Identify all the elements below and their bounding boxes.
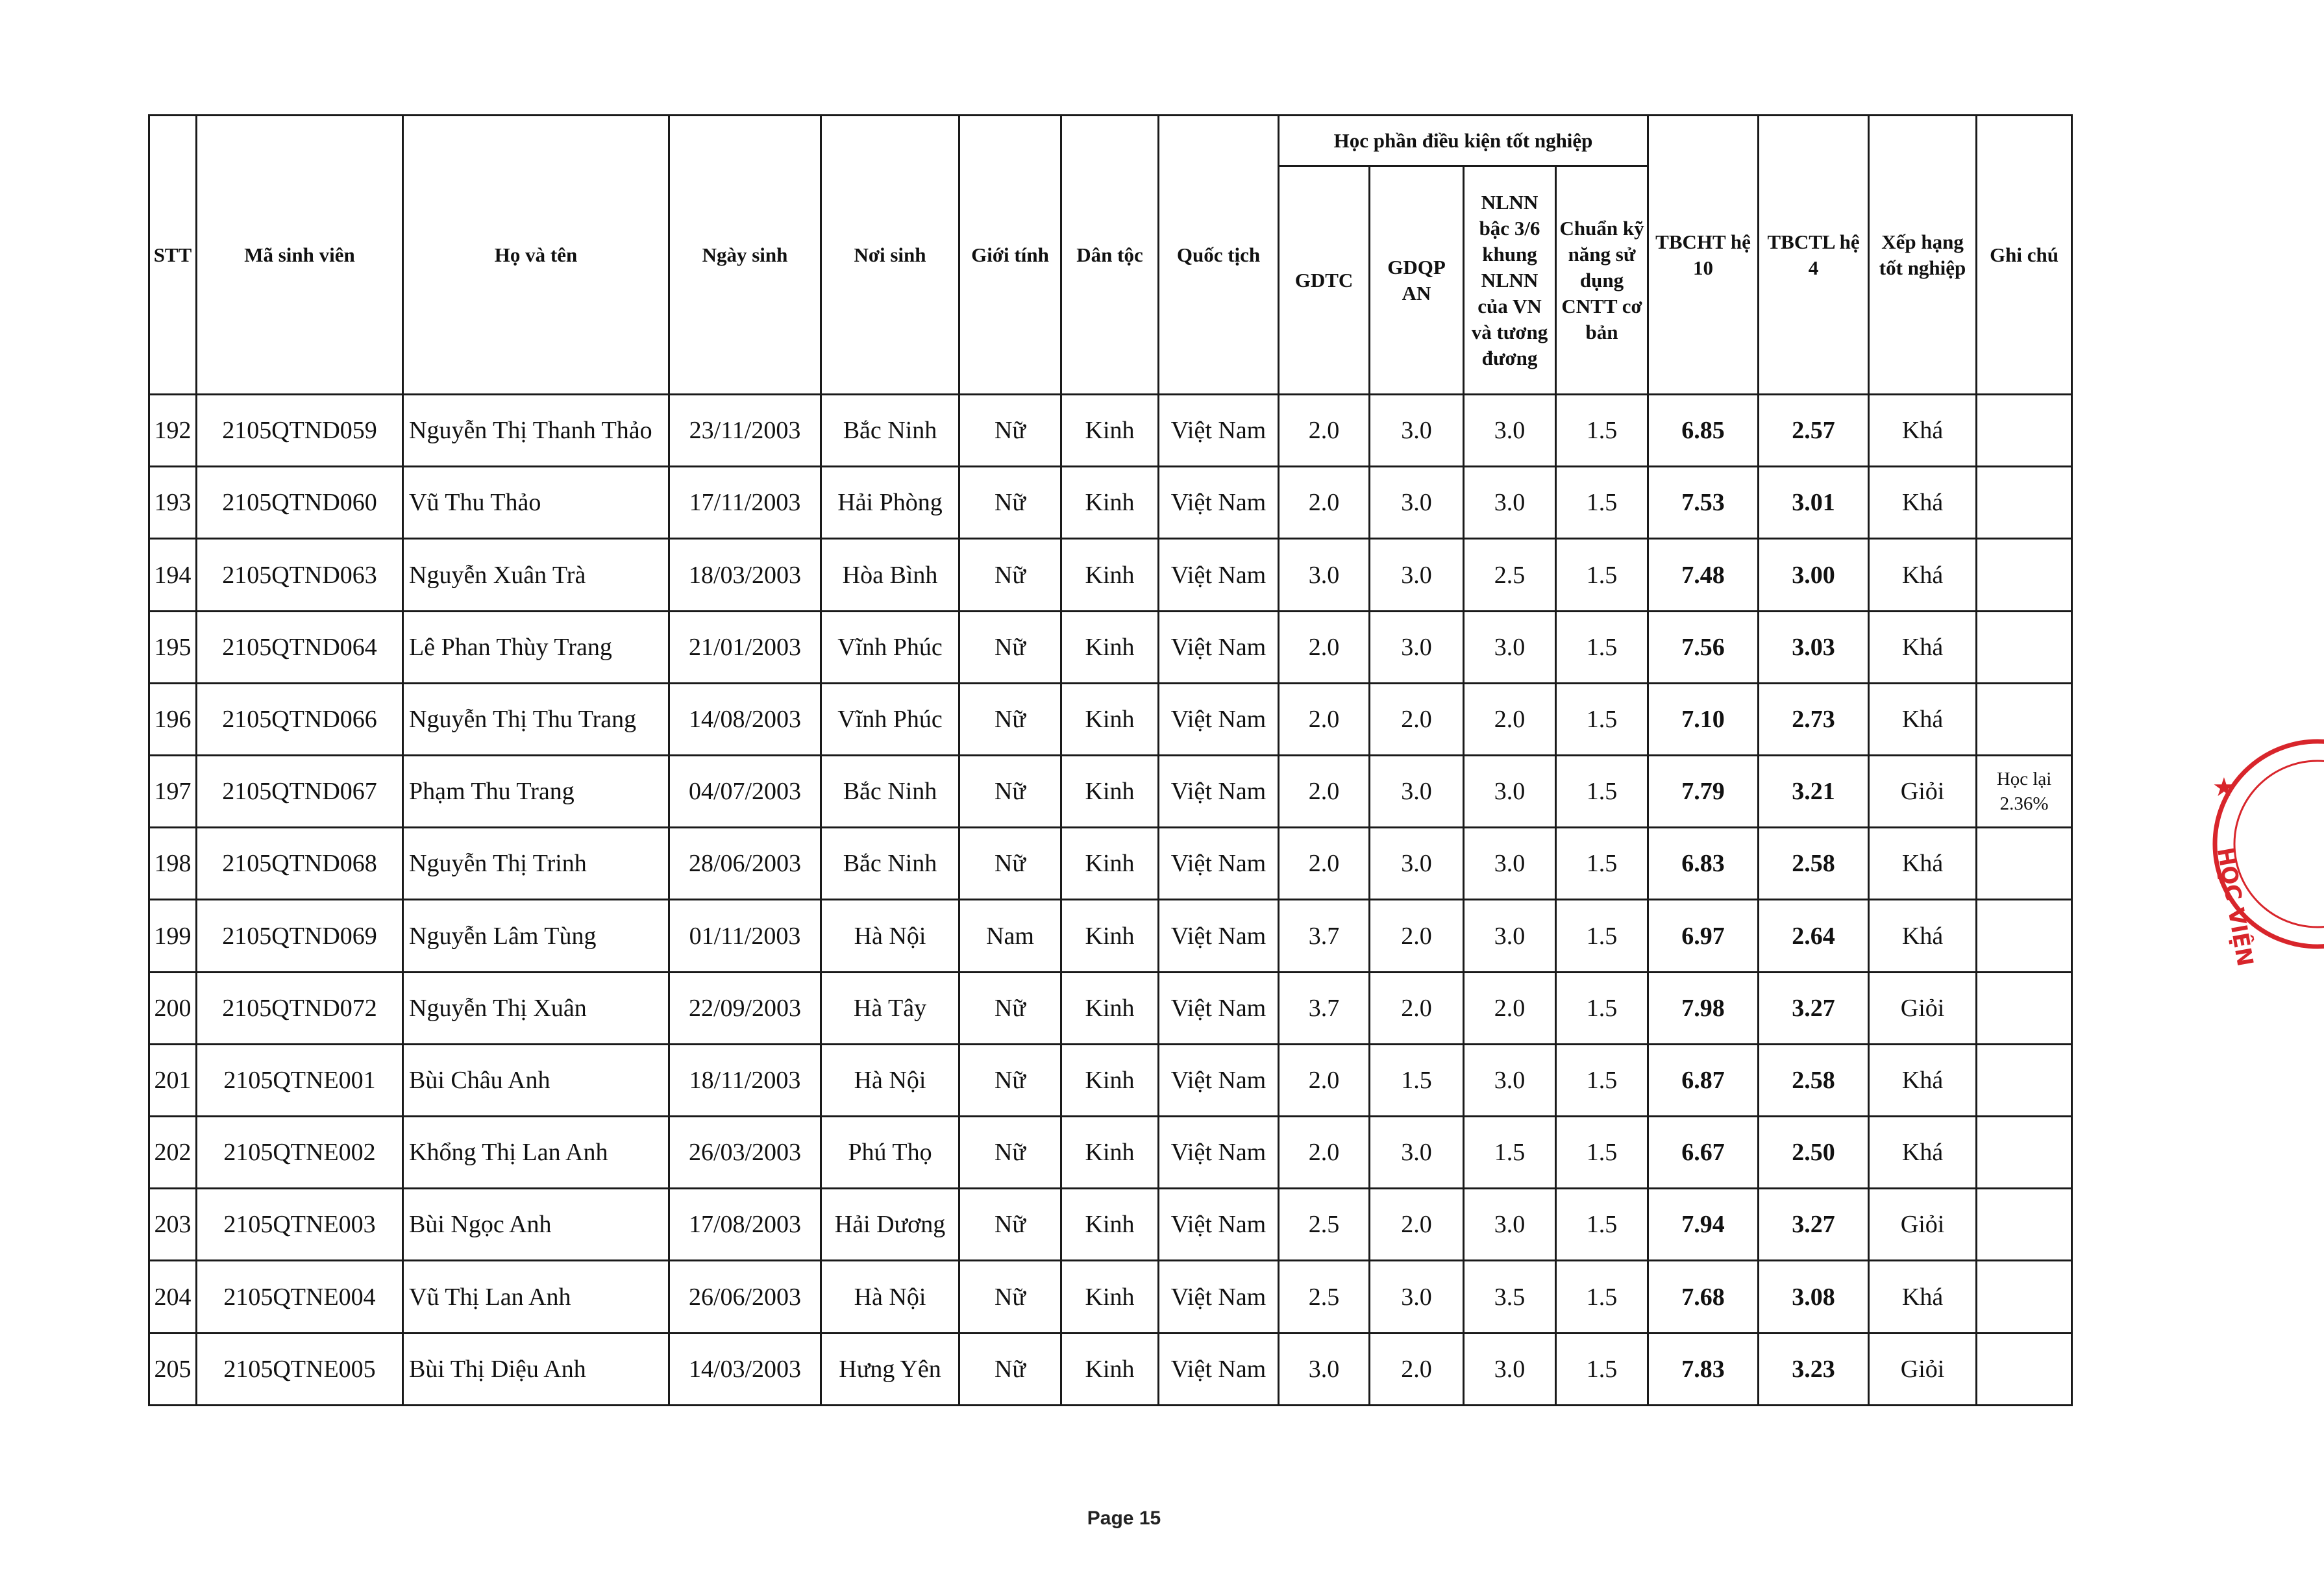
tbctl-cell: 2.58 — [1759, 1044, 1869, 1116]
cntt-cell: 1.5 — [1556, 1117, 1648, 1189]
rank-cell: Giỏi — [1869, 972, 1977, 1044]
dob-cell: 14/08/2003 — [669, 683, 821, 755]
rank-cell: Khá — [1869, 1044, 1977, 1116]
tbcht-cell: 6.83 — [1648, 828, 1759, 900]
tbcht-cell: 6.87 — [1648, 1044, 1759, 1116]
ethnicity-cell: Kinh — [1061, 1333, 1159, 1405]
table-row — [149, 1044, 2072, 1116]
note-cell — [1977, 1044, 2072, 1116]
tbctl-cell: 3.27 — [1759, 972, 1869, 1044]
gdqp-cell: 3.0 — [1370, 467, 1464, 539]
rank-cell: Khá — [1869, 539, 1977, 611]
gdtc-cell: 2.0 — [1279, 467, 1370, 539]
note-cell — [1977, 900, 2072, 972]
gdqp-cell: 3.0 — [1370, 539, 1464, 611]
student-id-cell: 2105QTNE001 — [197, 1044, 403, 1116]
note-cell — [1977, 1117, 2072, 1189]
nationality-cell: Việt Nam — [1159, 1044, 1279, 1116]
dob-cell: 14/03/2003 — [669, 1333, 821, 1405]
tbctl-cell: 3.01 — [1759, 467, 1869, 539]
stt-cell: 193 — [149, 467, 197, 539]
graduation-table — [148, 114, 2073, 1406]
tbctl-cell: 2.73 — [1759, 683, 1869, 755]
ethnicity-cell: Kinh — [1061, 972, 1159, 1044]
rank-cell: Khá — [1869, 683, 1977, 755]
cntt-cell: 1.5 — [1556, 756, 1648, 828]
birthplace-cell: Hà Nội — [821, 900, 959, 972]
table-row — [149, 1333, 2072, 1405]
cntt-cell: 1.5 — [1556, 539, 1648, 611]
name-cell: Bùi Châu Anh — [403, 1044, 669, 1116]
note-cell — [1977, 683, 2072, 755]
student-id-cell: 2105QTND069 — [197, 900, 403, 972]
birthplace-cell: Hải Dương — [821, 1189, 959, 1261]
note-cell — [1977, 539, 2072, 611]
table-row — [149, 467, 2072, 539]
dob-cell: 01/11/2003 — [669, 900, 821, 972]
tbctl-cell: 2.57 — [1759, 395, 1869, 467]
nationality-cell: Việt Nam — [1159, 1189, 1279, 1261]
tbcht-cell: 7.48 — [1648, 539, 1759, 611]
col-student-id: Mã sinh viên — [197, 116, 403, 395]
col-note: Ghi chú — [1977, 116, 2072, 395]
table-body — [149, 395, 2072, 1406]
dob-cell: 26/06/2003 — [669, 1261, 821, 1333]
tbcht-cell: 7.56 — [1648, 611, 1759, 683]
tbcht-cell: 7.94 — [1648, 1189, 1759, 1261]
tbctl-cell: 2.64 — [1759, 900, 1869, 972]
gdqp-cell: 3.0 — [1370, 1261, 1464, 1333]
birthplace-cell: Hà Tây — [821, 972, 959, 1044]
gdtc-cell: 2.5 — [1279, 1189, 1370, 1261]
note-cell — [1977, 1189, 2072, 1261]
col-dob: Ngày sinh — [669, 116, 821, 395]
student-id-cell: 2105QTNE005 — [197, 1333, 403, 1405]
dob-cell: 26/03/2003 — [669, 1117, 821, 1189]
gdqp-cell: 2.0 — [1370, 1189, 1464, 1261]
gdtc-cell: 2.0 — [1279, 756, 1370, 828]
stt-cell: 205 — [149, 1333, 197, 1405]
name-cell: Nguyễn Thị Thu Trang — [403, 683, 669, 755]
tbctl-cell: 3.21 — [1759, 756, 1869, 828]
gender-cell: Nữ — [959, 1189, 1061, 1261]
birthplace-cell: Vĩnh Phúc — [821, 683, 959, 755]
col-ethnicity: Dân tộc — [1061, 116, 1159, 395]
note-cell — [1977, 611, 2072, 683]
gdtc-cell: 2.0 — [1279, 1117, 1370, 1189]
stt-cell: 192 — [149, 395, 197, 467]
gdqp-cell: 1.5 — [1370, 1044, 1464, 1116]
name-cell: Nguyễn Thị Thanh Thảo — [403, 395, 669, 467]
gender-cell: Nữ — [959, 972, 1061, 1044]
ethnicity-cell: Kinh — [1061, 395, 1159, 467]
tbctl-cell: 2.50 — [1759, 1117, 1869, 1189]
student-id-cell: 2105QTNE003 — [197, 1189, 403, 1261]
gdqp-cell: 3.0 — [1370, 756, 1464, 828]
student-id-cell: 2105QTNE004 — [197, 1261, 403, 1333]
nlnn-cell: 3.0 — [1464, 900, 1556, 972]
tbcht-cell: 6.67 — [1648, 1117, 1759, 1189]
gdtc-cell: 3.7 — [1279, 900, 1370, 972]
dob-cell: 17/11/2003 — [669, 467, 821, 539]
ethnicity-cell: Kinh — [1061, 467, 1159, 539]
tbctl-cell: 3.08 — [1759, 1261, 1869, 1333]
nlnn-cell: 2.0 — [1464, 972, 1556, 1044]
gdtc-cell: 2.0 — [1279, 828, 1370, 900]
student-id-cell: 2105QTND064 — [197, 611, 403, 683]
table-row — [149, 395, 2072, 467]
note-cell — [1977, 395, 2072, 467]
note-cell — [1977, 828, 2072, 900]
tbcht-cell: 7.98 — [1648, 972, 1759, 1044]
rank-cell: Khá — [1869, 900, 1977, 972]
gender-cell: Nữ — [959, 756, 1061, 828]
stt-cell: 197 — [149, 756, 197, 828]
tbcht-cell: 7.53 — [1648, 467, 1759, 539]
col-tbcht: TBCHT hệ 10 — [1648, 116, 1759, 395]
col-cntt: Chuẩn kỹ năng sử dụng CNTT cơ bản — [1556, 166, 1648, 395]
table-row — [149, 683, 2072, 755]
cntt-cell: 1.5 — [1556, 1261, 1648, 1333]
student-id-cell: 2105QTND060 — [197, 467, 403, 539]
nationality-cell: Việt Nam — [1159, 900, 1279, 972]
col-full-name: Họ và tên — [403, 116, 669, 395]
name-cell: Nguyễn Thị Xuân — [403, 972, 669, 1044]
stt-cell: 202 — [149, 1117, 197, 1189]
col-rank: Xếp hạng tốt nghiệp — [1869, 116, 1977, 395]
page-number: Page 15 — [1087, 1507, 1161, 1529]
stt-cell: 201 — [149, 1044, 197, 1116]
rank-cell: Khá — [1869, 395, 1977, 467]
name-cell: Bùi Ngọc Anh — [403, 1189, 669, 1261]
name-cell: Lê Phan Thùy Trang — [403, 611, 669, 683]
ethnicity-cell: Kinh — [1061, 756, 1159, 828]
note-cell — [1977, 1333, 2072, 1405]
nlnn-cell: 1.5 — [1464, 1117, 1556, 1189]
note-cell — [1977, 972, 2072, 1044]
cntt-cell: 1.5 — [1556, 828, 1648, 900]
nlnn-cell: 2.0 — [1464, 683, 1556, 755]
dob-cell: 18/03/2003 — [669, 539, 821, 611]
birthplace-cell: Hà Nội — [821, 1044, 959, 1116]
rank-cell: Giỏi — [1869, 1333, 1977, 1405]
nationality-cell: Việt Nam — [1159, 611, 1279, 683]
nlnn-cell: 3.0 — [1464, 1189, 1556, 1261]
tbctl-cell: 3.00 — [1759, 539, 1869, 611]
dob-cell: 23/11/2003 — [669, 395, 821, 467]
name-cell: Khổng Thị Lan Anh — [403, 1117, 669, 1189]
birthplace-cell: Bắc Ninh — [821, 395, 959, 467]
cntt-cell: 1.5 — [1556, 395, 1648, 467]
tbcht-cell: 7.10 — [1648, 683, 1759, 755]
col-gender: Giới tính — [959, 116, 1061, 395]
dob-cell: 28/06/2003 — [669, 828, 821, 900]
ethnicity-cell: Kinh — [1061, 828, 1159, 900]
stt-cell: 203 — [149, 1189, 197, 1261]
note-cell — [1977, 467, 2072, 539]
tbcht-cell: 6.97 — [1648, 900, 1759, 972]
dob-cell: 22/09/2003 — [669, 972, 821, 1044]
cntt-cell: 1.5 — [1556, 1189, 1648, 1261]
svg-text:HỌC VIỆN: HỌC VIỆN — [2211, 845, 2258, 969]
table-header — [149, 116, 2072, 395]
rank-cell: Giỏi — [1869, 1189, 1977, 1261]
nationality-cell: Việt Nam — [1159, 1261, 1279, 1333]
gdtc-cell: 2.5 — [1279, 1261, 1370, 1333]
gender-cell: Nam — [959, 900, 1061, 972]
cntt-cell: 1.5 — [1556, 683, 1648, 755]
table-row — [149, 611, 2072, 683]
ethnicity-cell: Kinh — [1061, 1117, 1159, 1189]
gender-cell: Nữ — [959, 467, 1061, 539]
gdtc-cell: 3.0 — [1279, 539, 1370, 611]
student-id-cell: 2105QTND063 — [197, 539, 403, 611]
stt-cell: 194 — [149, 539, 197, 611]
gdqp-cell: 3.0 — [1370, 611, 1464, 683]
student-id-cell: 2105QTNE002 — [197, 1117, 403, 1189]
gender-cell: Nữ — [959, 1117, 1061, 1189]
nationality-cell: Việt Nam — [1159, 539, 1279, 611]
nlnn-cell: 3.0 — [1464, 1333, 1556, 1405]
nationality-cell: Việt Nam — [1159, 1117, 1279, 1189]
col-nationality: Quốc tịch — [1159, 116, 1279, 395]
col-birthplace: Nơi sinh — [821, 116, 959, 395]
stt-cell: 200 — [149, 972, 197, 1044]
tbcht-cell: 7.79 — [1648, 756, 1759, 828]
nationality-cell: Việt Nam — [1159, 395, 1279, 467]
nlnn-cell: 3.0 — [1464, 1044, 1556, 1116]
table-row — [149, 539, 2072, 611]
nlnn-cell: 3.0 — [1464, 395, 1556, 467]
table-row — [149, 1189, 2072, 1261]
cntt-cell: 1.5 — [1556, 972, 1648, 1044]
student-id-cell: 2105QTND067 — [197, 756, 403, 828]
gdqp-cell: 2.0 — [1370, 1333, 1464, 1405]
nlnn-cell: 3.0 — [1464, 611, 1556, 683]
note-cell — [1977, 1261, 2072, 1333]
student-id-cell: 2105QTND068 — [197, 828, 403, 900]
col-stt: STT — [149, 116, 197, 395]
stt-cell: 196 — [149, 683, 197, 755]
gender-cell: Nữ — [959, 1044, 1061, 1116]
gdtc-cell: 2.0 — [1279, 683, 1370, 755]
gender-cell: Nữ — [959, 1333, 1061, 1405]
gdqp-cell: 2.0 — [1370, 900, 1464, 972]
nationality-cell: Việt Nam — [1159, 828, 1279, 900]
rank-cell: Khá — [1869, 1117, 1977, 1189]
ethnicity-cell: Kinh — [1061, 683, 1159, 755]
nationality-cell: Việt Nam — [1159, 972, 1279, 1044]
dob-cell: 21/01/2003 — [669, 611, 821, 683]
gender-cell: Nữ — [959, 395, 1061, 467]
gdqp-cell: 2.0 — [1370, 683, 1464, 755]
table-row — [149, 1261, 2072, 1333]
birthplace-cell: Hải Phòng — [821, 467, 959, 539]
gdtc-cell: 3.7 — [1279, 972, 1370, 1044]
ethnicity-cell: Kinh — [1061, 1261, 1159, 1333]
stt-cell: 204 — [149, 1261, 197, 1333]
note-cell: Học lại 2.36% — [1977, 756, 2072, 828]
gdqp-cell: 3.0 — [1370, 828, 1464, 900]
birthplace-cell: Vĩnh Phúc — [821, 611, 959, 683]
nlnn-cell: 2.5 — [1464, 539, 1556, 611]
col-gdtc: GDTC — [1279, 166, 1370, 395]
svg-text:★: ★ — [2212, 773, 2236, 802]
cntt-cell: 1.5 — [1556, 1333, 1648, 1405]
gender-cell: Nữ — [959, 828, 1061, 900]
birthplace-cell: Hưng Yên — [821, 1333, 959, 1405]
rank-cell: Khá — [1869, 828, 1977, 900]
name-cell: Vũ Thu Thảo — [403, 467, 669, 539]
stt-cell: 199 — [149, 900, 197, 972]
col-gdqp: GDQP AN — [1370, 166, 1464, 395]
cntt-cell: 1.5 — [1556, 900, 1648, 972]
birthplace-cell: Hòa Bình — [821, 539, 959, 611]
tbctl-cell: 2.58 — [1759, 828, 1869, 900]
nationality-cell: Việt Nam — [1159, 683, 1279, 755]
gender-cell: Nữ — [959, 683, 1061, 755]
birthplace-cell: Bắc Ninh — [821, 756, 959, 828]
gdtc-cell: 2.0 — [1279, 611, 1370, 683]
nlnn-cell: 3.0 — [1464, 467, 1556, 539]
ethnicity-cell: Kinh — [1061, 1189, 1159, 1261]
name-cell: Phạm Thu Trang — [403, 756, 669, 828]
nlnn-cell: 3.5 — [1464, 1261, 1556, 1333]
gdtc-cell: 2.0 — [1279, 1044, 1370, 1116]
table-row — [149, 972, 2072, 1044]
tbcht-cell: 6.85 — [1648, 395, 1759, 467]
student-id-cell: 2105QTND066 — [197, 683, 403, 755]
tbctl-cell: 3.27 — [1759, 1189, 1869, 1261]
student-id-cell: 2105QTND059 — [197, 395, 403, 467]
nlnn-cell: 3.0 — [1464, 756, 1556, 828]
nationality-cell: Việt Nam — [1159, 1333, 1279, 1405]
gdqp-cell: 3.0 — [1370, 1117, 1464, 1189]
gdtc-cell: 3.0 — [1279, 1333, 1370, 1405]
rank-cell: Khá — [1869, 611, 1977, 683]
table-row — [149, 828, 2072, 900]
ethnicity-cell: Kinh — [1061, 539, 1159, 611]
col-tbctl: TBCTL hệ 4 — [1759, 116, 1869, 395]
name-cell: Bùi Thị Diệu Anh — [403, 1333, 669, 1405]
gdqp-cell: 2.0 — [1370, 972, 1464, 1044]
birthplace-cell: Phú Thọ — [821, 1117, 959, 1189]
name-cell: Nguyễn Thị Trinh — [403, 828, 669, 900]
table-row — [149, 1117, 2072, 1189]
name-cell: Vũ Thị Lan Anh — [403, 1261, 669, 1333]
gdtc-cell: 2.0 — [1279, 395, 1370, 467]
table-row — [149, 756, 2072, 828]
tbctl-cell: 3.03 — [1759, 611, 1869, 683]
seal-stamp-icon — [2194, 734, 2324, 969]
gender-cell: Nữ — [959, 539, 1061, 611]
gender-cell: Nữ — [959, 1261, 1061, 1333]
tbcht-cell: 7.68 — [1648, 1261, 1759, 1333]
nationality-cell: Việt Nam — [1159, 467, 1279, 539]
rank-cell: Khá — [1869, 1261, 1977, 1333]
cntt-cell: 1.5 — [1556, 1044, 1648, 1116]
cntt-cell: 1.5 — [1556, 611, 1648, 683]
tbctl-cell: 3.23 — [1759, 1333, 1869, 1405]
birthplace-cell: Bắc Ninh — [821, 828, 959, 900]
ethnicity-cell: Kinh — [1061, 900, 1159, 972]
ethnicity-cell: Kinh — [1061, 1044, 1159, 1116]
ethnicity-cell: Kinh — [1061, 611, 1159, 683]
table-row — [149, 900, 2072, 972]
nationality-cell: Việt Nam — [1159, 756, 1279, 828]
col-nlnn: NLNN bậc 3/6 khung NLNN của VN và tương đương — [1464, 166, 1556, 395]
dob-cell: 17/08/2003 — [669, 1189, 821, 1261]
rank-cell: Khá — [1869, 467, 1977, 539]
nlnn-cell: 3.0 — [1464, 828, 1556, 900]
stt-cell: 195 — [149, 611, 197, 683]
birthplace-cell: Hà Nội — [821, 1261, 959, 1333]
cntt-cell: 1.5 — [1556, 467, 1648, 539]
stt-cell: 198 — [149, 828, 197, 900]
name-cell: Nguyễn Xuân Trà — [403, 539, 669, 611]
dob-cell: 04/07/2003 — [669, 756, 821, 828]
student-id-cell: 2105QTND072 — [197, 972, 403, 1044]
dob-cell: 18/11/2003 — [669, 1044, 821, 1116]
gender-cell: Nữ — [959, 611, 1061, 683]
tbcht-cell: 7.83 — [1648, 1333, 1759, 1405]
gdqp-cell: 3.0 — [1370, 395, 1464, 467]
col-group-conditions: Học phần điều kiện tốt nghiệp — [1279, 116, 1648, 166]
rank-cell: Giỏi — [1869, 756, 1977, 828]
name-cell: Nguyễn Lâm Tùng — [403, 900, 669, 972]
